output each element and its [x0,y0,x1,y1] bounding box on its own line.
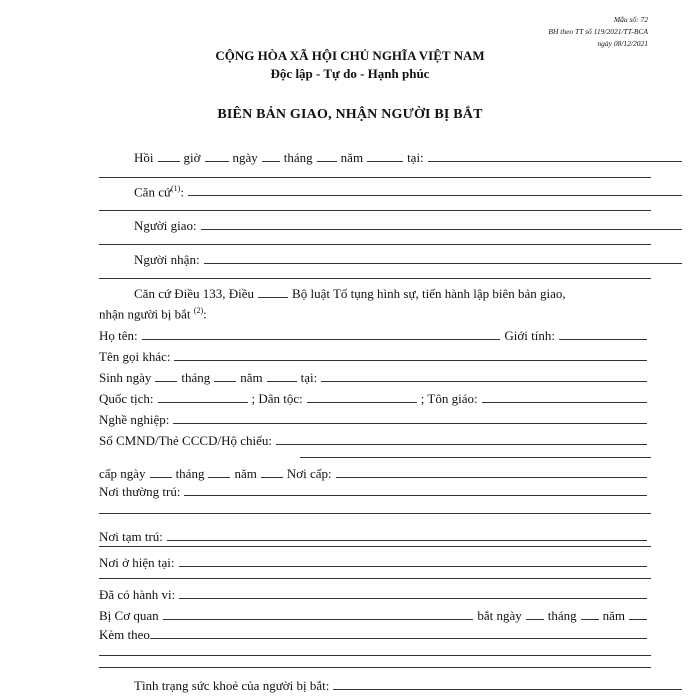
can-cu-field-line[interactable] [99,210,651,211]
tam-tru-field-line[interactable] [99,546,651,547]
thuong-tru-field[interactable] [184,495,647,496]
hour-field[interactable] [158,161,180,162]
suc-khoe-row: Tình trạng sức khoẻ của người bị bắt: [99,676,686,694]
noi-cap-field[interactable] [336,477,647,478]
issue-row: cấp ngày tháng năm Nơi cấp: [99,464,651,482]
document-title: BIÊN BẢN GIAO, NHẬN NGƯỜI BỊ BẮT [217,107,483,122]
nguoi-giao-field[interactable] [201,229,682,230]
arrest-month-field[interactable] [581,619,599,620]
o-hien-tai-field-line[interactable] [99,578,651,579]
minute-field[interactable] [205,161,229,162]
place-field[interactable] [428,161,682,162]
kem-theo-row: Kèm theo [99,625,651,643]
can-cu-row: Căn cứ$^{(1)}$: [99,182,686,200]
issue-month-field[interactable] [208,477,230,478]
ho-ten-row: Họ tên: Giới tính: [99,326,651,344]
suc-khoe-field[interactable] [333,689,682,690]
basis-row-2: nhận người bị bắt $^{(2)}$: [99,305,207,321]
thuong-tru-row: Nơi thường trú: [99,482,651,500]
nguoi-nhan-row: Người nhận: [99,250,686,268]
basis-row: Căn cứ Điều 133, Điều Bộ luật Tố tụng hình sự, tiến hành lập biên bản giao, [134,286,566,301]
kem-theo-field[interactable] [150,638,647,639]
nguoi-giao-row: Người giao: [99,216,686,234]
national-title: CỘNG HÒA XÃ HỘI CHỦ NGHĨA VIỆT NAM [215,48,485,63]
hanh-vi-row: Đã có hành vi: [99,585,651,603]
place-field-line[interactable] [99,177,651,178]
nguoi-nhan-field[interactable] [204,263,682,264]
arrest-year-field[interactable] [629,619,647,620]
kem-theo-field-line-1[interactable] [99,655,651,656]
ho-ten-field[interactable] [142,339,501,340]
article-field[interactable] [258,297,288,298]
co-quan-field[interactable] [163,619,474,620]
tam-tru-row: Nơi tạm trú: [99,527,651,545]
form-reference [488,14,648,50]
thuong-tru-field-line[interactable] [99,513,651,514]
national-motto: Độc lập - Tự do - Hạnh phúc [270,66,430,81]
gioi-tinh-field[interactable] [559,339,647,340]
quoc-tich-field[interactable] [158,402,248,403]
issue-year-field[interactable] [261,477,283,478]
birth-year-field[interactable] [267,381,297,382]
hanh-vi-field[interactable] [179,598,647,599]
dan-toc-field[interactable] [307,402,417,403]
can-cu-field[interactable] [188,195,682,196]
cmnd-row: Số CMND/Thẻ CCCD/Hộ chiếu: [99,431,651,449]
nghe-nghiep-row: Nghề nghiệp: [99,410,651,428]
arrest-row: Bị Cơ quan bắt ngày tháng năm [99,606,651,624]
birth-row: Sinh ngày tháng năm tại: [99,368,651,386]
nguoi-giao-field-line[interactable] [99,244,651,245]
o-hien-tai-field[interactable] [179,566,648,567]
o-hien-tai-row: Nơi ở hiện tại: [99,553,651,571]
issue-day-field[interactable] [150,477,172,478]
form-ref-circular: BH theo TT số 119/2021/TT-BCA [548,27,648,36]
nguoi-nhan-field-line[interactable] [99,278,651,279]
nghe-nghiep-field[interactable] [173,423,647,424]
arrest-day-field[interactable] [526,619,544,620]
cmnd-field[interactable] [276,444,647,445]
time-place-row: Hồi giờ ngày tháng năm tại: [99,148,686,166]
cmnd-field-line[interactable] [300,457,651,458]
kem-theo-field-line-2[interactable] [99,667,651,668]
month-field[interactable] [317,161,337,162]
birth-day-field[interactable] [155,381,177,382]
birth-month-field[interactable] [214,381,236,382]
ten-goi-khac-field[interactable] [174,360,647,361]
nationality-row: Quốc tịch: ; Dân tộc: ; Tôn giáo: [99,389,651,407]
tam-tru-field[interactable] [167,540,647,541]
birth-place-field[interactable] [321,381,647,382]
ton-giao-field[interactable] [482,402,647,403]
day-field[interactable] [262,161,280,162]
form-ref-date: ngày 08/12/2021 [597,39,648,48]
year-field[interactable] [367,161,403,162]
ten-goi-khac-row: Tên gọi khác: [99,347,651,365]
form-number: Mẫu số: 72 [613,15,648,24]
